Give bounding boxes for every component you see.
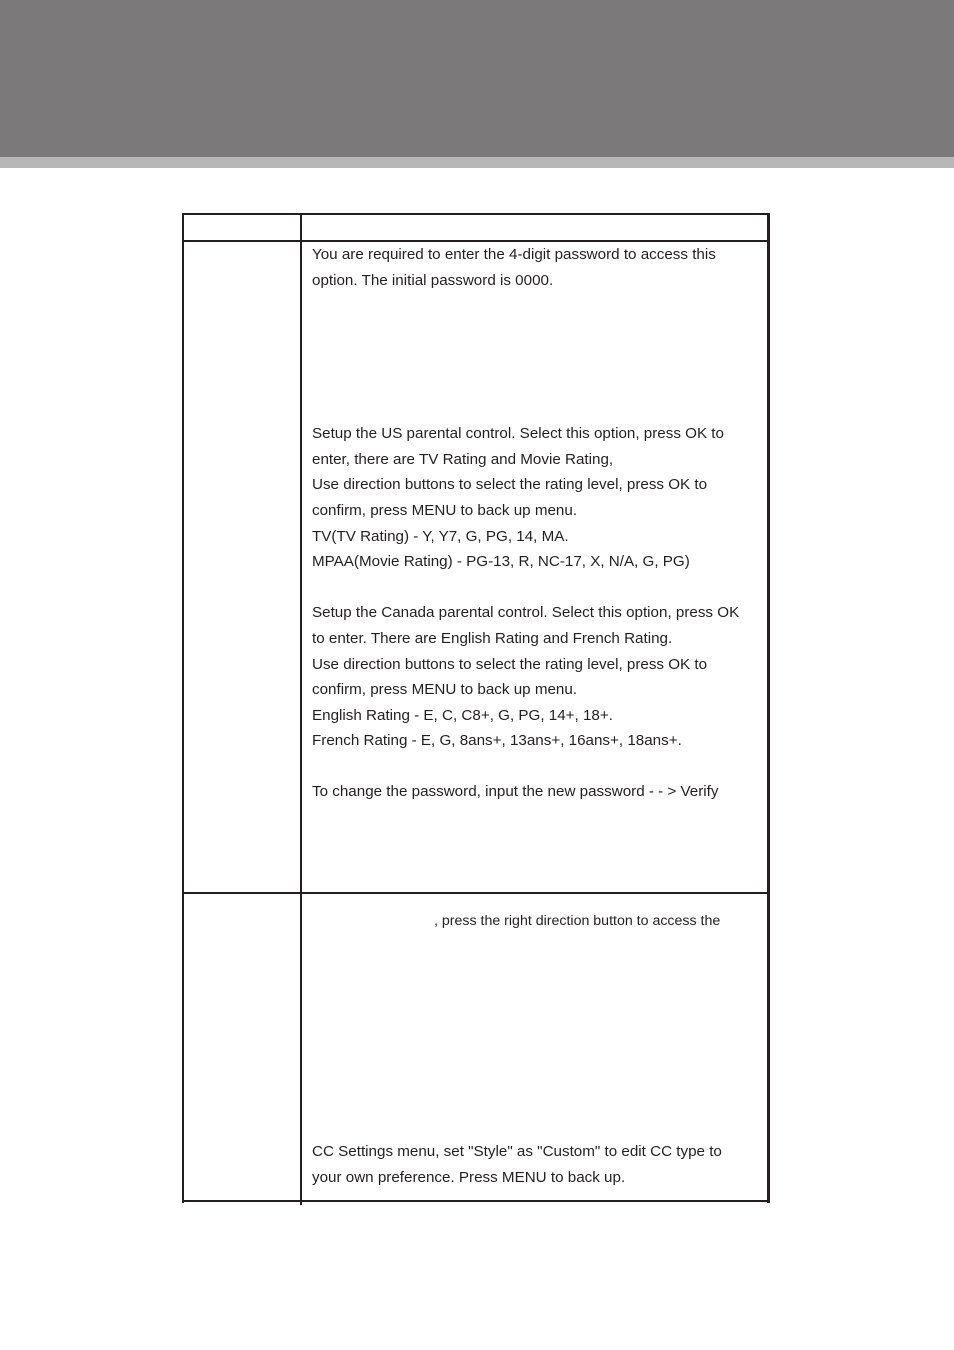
- us-line-3: Use direction buttons to select the rating level, press OK to: [312, 476, 708, 494]
- us-line-1: Setup the US parental control. Select this option, press OK to: [312, 425, 724, 443]
- canada-line-4: confirm, press MENU to back up menu.: [312, 681, 578, 699]
- canada-line-3: Use direction buttons to select the rating level, press OK to: [312, 655, 708, 673]
- canada-line-1: Setup the Canada parental control. Select this option, press OK: [312, 604, 740, 622]
- change-password-line: To change the password, input the new password - - > Verify: [312, 783, 719, 801]
- cc-settings-description: [312, 1139, 772, 1190]
- settings-table: [182, 213, 769, 1203]
- header-band: [0, 0, 954, 157]
- us-line-6: MPAA(Movie Rating) - PG-13, R, NC-17, X, N/A, G, PG): [312, 553, 690, 571]
- password-intro-line-2: option. The initial password is 0000.: [312, 271, 554, 289]
- cc-line-2: your own preference. Press MENU to back up.: [312, 1168, 626, 1186]
- row-divider: [182, 892, 769, 894]
- us-line-2: enter, there are TV Rating and Movie Rating,: [312, 450, 614, 468]
- us-line-5: TV(TV Rating) - Y, Y7, G, PG, 14, MA.: [312, 527, 569, 545]
- canada-line-5: English Rating - E, C, C8+, G, PG, 14+, 18+.: [312, 706, 613, 724]
- us-line-4: confirm, press MENU to back up menu.: [312, 501, 578, 519]
- canada-line-6: French Rating - E, G, 8ans+, 13ans+, 16ans+, 18ans+.: [312, 732, 682, 750]
- cc-intro-line: , press the right direction button to access the: [434, 913, 721, 929]
- table-bottom-border: [182, 1200, 769, 1202]
- header-stripe: [0, 157, 954, 168]
- table-left-border: [182, 213, 184, 1203]
- table-column-divider: [300, 213, 302, 1205]
- cc-line-1: CC Settings menu, set "Style" as "Custom" to edit CC type to: [312, 1143, 722, 1160]
- password-intro-line-1: You are required to enter the 4-digit password to access this: [312, 246, 716, 263]
- canada-line-2: to enter. There are English Rating and French Rating.: [312, 629, 673, 647]
- table-top-border: [182, 213, 769, 215]
- parental-lock-description: [312, 242, 772, 805]
